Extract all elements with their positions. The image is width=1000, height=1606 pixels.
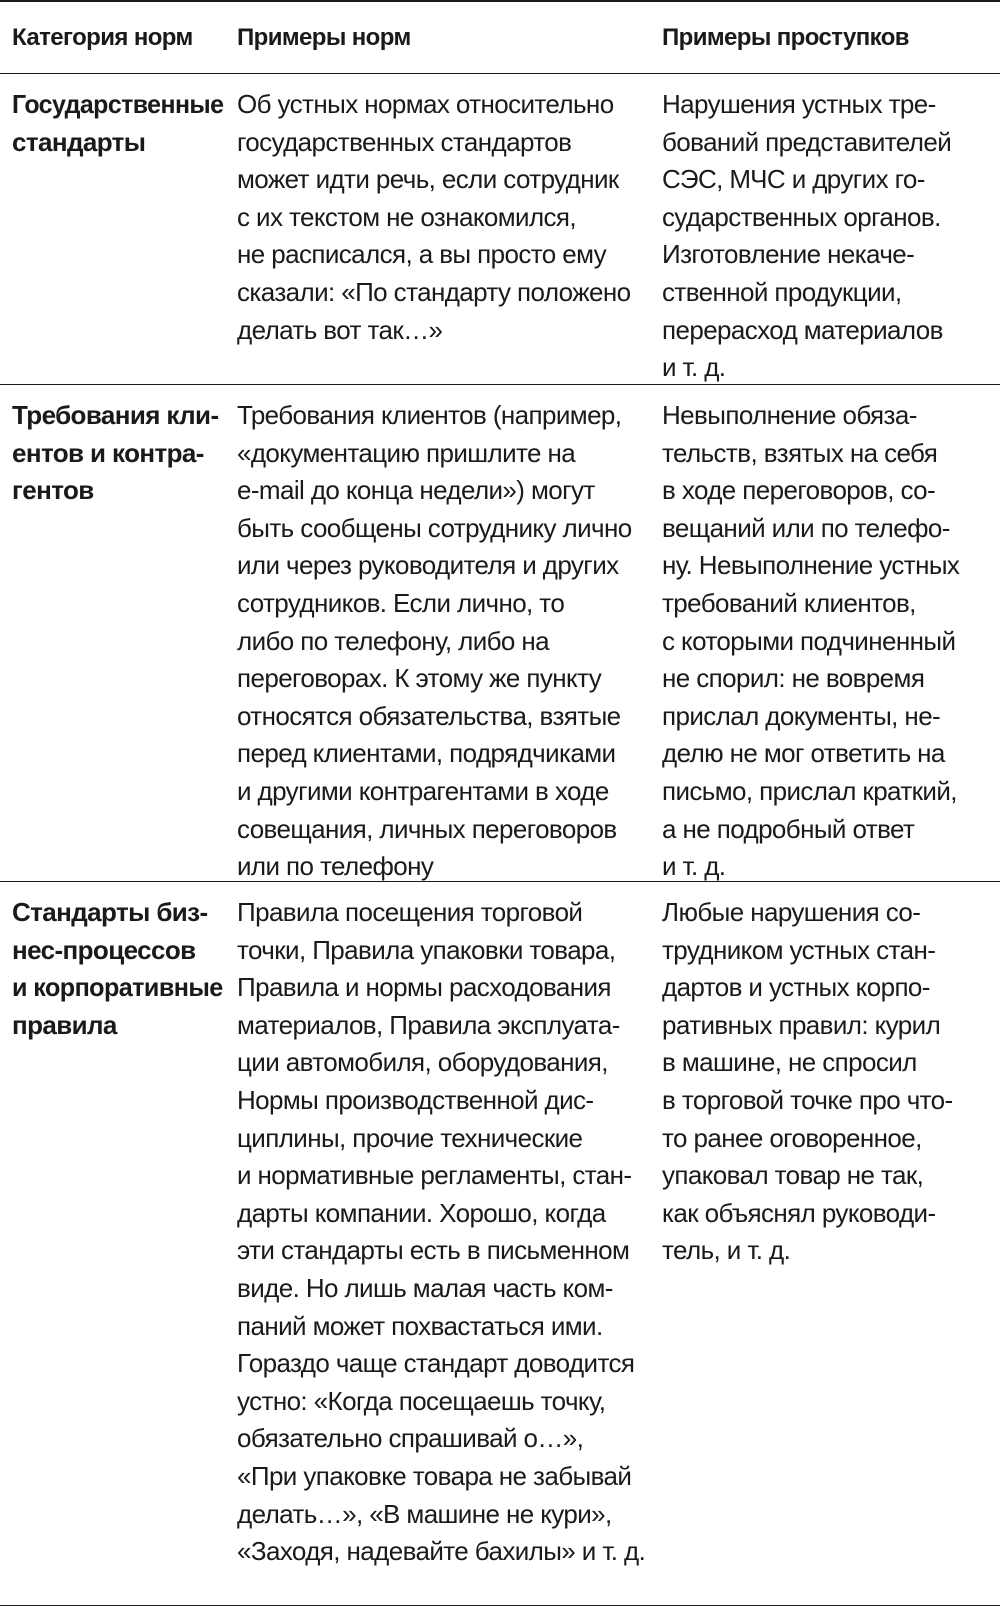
text-line: быть сообщены сотруднику лично: [237, 512, 632, 543]
text-line: Нарушения устных тре-: [662, 89, 936, 119]
row-violation-examples: [650, 385, 1000, 881]
text-line: в торговой точке про что-: [662, 1084, 953, 1115]
text-line: нес-процессов: [12, 934, 196, 965]
row-category: [0, 882, 225, 1605]
text-line: ративных правил: курил: [662, 1009, 941, 1040]
text-line: Гораздо чаще стандарт доводится: [237, 1348, 635, 1379]
text-line: эти стандарты есть в письменном: [237, 1235, 630, 1266]
text-line: сотрудников. Если лично, то: [237, 587, 565, 618]
text-line: или через руководителя и других: [237, 550, 619, 581]
text-line: Об устных нормах относительно: [237, 89, 614, 119]
text-line: Невыполнение обяза-: [662, 400, 917, 430]
text-line: гентов: [12, 475, 94, 506]
text-line: и т. д.: [662, 851, 726, 882]
row-norm-examples: [225, 385, 650, 881]
text-line: Государственные: [12, 89, 224, 119]
text-line: СЭС, МЧС и других го-: [662, 164, 925, 195]
text-line: относятся обязательства, взятые: [237, 700, 621, 731]
text-line: ентов и контра-: [12, 437, 204, 468]
text-line: бований представителей: [662, 126, 952, 157]
text-line: в машине, не спросил: [662, 1047, 917, 1078]
text-line: перед клиентами, подрядчиками: [237, 738, 616, 769]
text-line: а не подробный ответ: [662, 813, 915, 844]
text-line: может идти речь, если сотрудник: [237, 164, 619, 195]
row-violation-examples: [650, 74, 1000, 384]
text-line: либо по телефону, либо на: [237, 625, 550, 656]
text-line: дарты компании. Хорошо, когда: [237, 1197, 606, 1228]
text-line: сударственных органов.: [662, 201, 941, 232]
text-line: «При упаковке товара не забывай: [237, 1460, 632, 1491]
text-line: «Заходя, надевайте бахилы» и т. д.: [237, 1536, 646, 1567]
text-line: дартов и устных корпо-: [662, 972, 930, 1003]
text-line: и т. д.: [662, 352, 726, 383]
text-line: прислал документы, не-: [662, 700, 941, 731]
text-line: точки, Правила упаковки товара,: [237, 934, 616, 965]
text-line: не спорил: не вовремя: [662, 663, 925, 694]
text-line: с которыми подчиненный: [662, 625, 956, 656]
text-line: или по телефону: [237, 851, 434, 882]
text-line: паний может похвастаться ими.: [237, 1310, 603, 1341]
text-line: Стандарты биз-: [12, 897, 208, 927]
text-line: перерасход материалов: [662, 314, 943, 345]
table-header-row: [0, 0, 1000, 74]
text-line: письмо, прислал краткий,: [662, 775, 957, 806]
text-line: «документацию пришлите на: [237, 437, 576, 468]
text-line: устно: «Когда посещаешь точку,: [237, 1385, 606, 1416]
text-line: Правила посещения торговой: [237, 897, 583, 927]
text-line: сказали: «По стандарту положено: [237, 276, 631, 307]
table-row: [0, 74, 1000, 385]
text-line: обязательно спрашивай о…»,: [237, 1423, 584, 1454]
text-line: правила: [12, 1009, 117, 1040]
text-line: переговорах. К этому же пункту: [237, 663, 602, 694]
header-category: Категория норм: [12, 23, 193, 51]
text-line: ции автомобиля, оборудования,: [237, 1047, 608, 1078]
text-line: Любые нарушения со-: [662, 897, 921, 927]
text-line: и другими контрагентами в ходе: [237, 775, 609, 806]
text-line: с их текстом не ознакомился,: [237, 201, 577, 232]
text-line: Нормы производственной дис-: [237, 1084, 594, 1115]
row-norm-examples: [225, 882, 650, 1605]
row-category: [0, 74, 225, 384]
row-violation-examples: [650, 882, 1000, 1605]
text-line: вещаний или по телефо-: [662, 512, 950, 543]
row-norm-examples: [225, 74, 650, 384]
text-line: в ходе переговоров, со-: [662, 475, 936, 506]
text-line: упаковал товар не так,: [662, 1160, 924, 1191]
text-line: делю не мог ответить на: [662, 738, 945, 769]
text-line: Правила и нормы расходования: [237, 972, 611, 1003]
text-line: циплины, прочие технические: [237, 1122, 583, 1153]
text-line: Требования клиентов (например,: [237, 400, 622, 430]
header-violation-examples: Примеры проступков: [662, 23, 909, 51]
text-line: государственных стандартов: [237, 126, 572, 157]
row-category: [0, 385, 225, 881]
text-line: то ранее оговоренное,: [662, 1122, 922, 1153]
header-norm-examples: Примеры норм: [237, 23, 411, 51]
table-row: [0, 882, 1000, 1606]
text-line: делать вот так…»: [237, 314, 443, 345]
text-line: стандарты: [12, 126, 146, 157]
table-row: [0, 385, 1000, 882]
text-line: тельств, взятых на себя: [662, 437, 938, 468]
text-line: делать…», «В машине не кури»,: [237, 1498, 612, 1529]
text-line: и нормативные регламенты, стан-: [237, 1160, 632, 1191]
text-line: требований клиентов,: [662, 587, 916, 618]
text-line: совещания, личных переговоров: [237, 813, 617, 844]
text-line: Требования кли-: [12, 400, 219, 430]
text-line: трудником устных стан-: [662, 934, 936, 965]
text-line: ну. Невыполнение устных: [662, 550, 960, 581]
text-line: и корпоративные: [12, 972, 223, 1003]
text-line: виде. Но лишь малая часть ком-: [237, 1272, 613, 1303]
text-line: e-mail до конца недели») могут: [237, 475, 595, 506]
text-line: Изготовление некаче-: [662, 239, 915, 270]
text-line: тель, и т. д.: [662, 1235, 791, 1266]
text-line: как объяснял руководи-: [662, 1197, 936, 1228]
text-line: ственной продукции,: [662, 276, 902, 307]
text-line: не расписался, а вы просто ему: [237, 239, 607, 270]
text-line: материалов, Правила эксплуата-: [237, 1009, 620, 1040]
